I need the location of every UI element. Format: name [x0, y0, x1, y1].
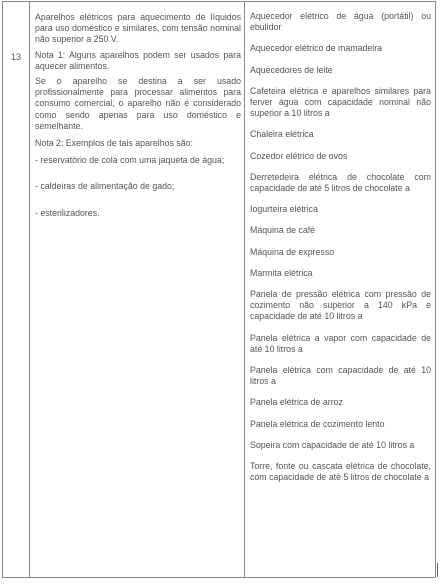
appliance-item: Máquina de café: [250, 225, 316, 236]
column-divider: [244, 2, 245, 577]
appliance-item: Marmita elétrica: [250, 267, 313, 278]
note-1: Nota 1: Alguns aparelhos podem ser usados para aquecer alimentos.: [35, 49, 241, 71]
appliance-item: Aquecedores de leite: [250, 64, 333, 75]
appliance-item: Panela elétrica com capacidade de até 10 litros a: [250, 365, 431, 387]
row-number: 13: [10, 52, 21, 62]
example-list-item: - reservatório de cola com uma jaqueta de água;: [35, 155, 225, 166]
appliance-item: Cafeteira elétrica e aparelhos similares para ferver água com capacidade nominal não superior a 10 litros a: [250, 85, 431, 119]
note-2: Nota 2: Exemplos de tais aparelhos são:: [35, 138, 193, 149]
appliance-item: Cozedor elétrico de ovos: [250, 150, 348, 161]
appliance-item: Aquecedor elétrico de água (portátil) ou ebulidor: [250, 11, 431, 33]
examples-cell: [250, 11, 431, 483]
appliance-item: Panela de pressão elétrica com pressão de cozimento não superior a 140 kPa e capacidade de até 10 litros a: [250, 289, 431, 322]
description-paragraph: Se o aparelho se destina a ser usado profissionalmente para processar alimentos para consumo comercial, o aparelho não é considerado como sendo apenas para uso doméstico e semelhante.: [35, 76, 241, 131]
appliance-item: Torre, fonte ou cascata elétrica de chocolate, com capacidade de até 5 litros de chocolate a: [250, 461, 431, 483]
appliance-item: Máquina de expresso: [250, 246, 335, 257]
edge-mark: [437, 563, 438, 577]
appliance-table: [2, 1, 436, 578]
appliance-item: Panela elétrica a vapor com capacidade de até 10 litros a: [250, 332, 431, 354]
appliance-item: Iogurteira elétrica: [250, 204, 318, 215]
appliance-item: Panela elétrica de cozimento lento: [250, 418, 385, 429]
description-cell: [35, 12, 241, 234]
appliance-item: Sopeira com capacidade de até 10 litros a: [250, 439, 415, 450]
appliance-item: Panela elétrica de arroz: [250, 397, 343, 408]
example-list-item: - esterilizadores.: [35, 207, 100, 218]
appliance-item: Aquecedor elétrico de mamadeira: [250, 43, 383, 54]
column-divider: [29, 2, 30, 577]
appliance-item: Chaleira elétrica: [250, 129, 314, 140]
appliance-item: Derretedeira elétrica de chocolate com capacidade de até 5 litros de chocolate a: [250, 171, 431, 194]
example-list-item: - caldeiras de alimentação de gado;: [35, 181, 175, 192]
description-paragraph: Aparelhos elétricos para aquecimento de líquidos para uso doméstico e similares, com tensão nominal não superior a 250 V.: [35, 12, 241, 45]
